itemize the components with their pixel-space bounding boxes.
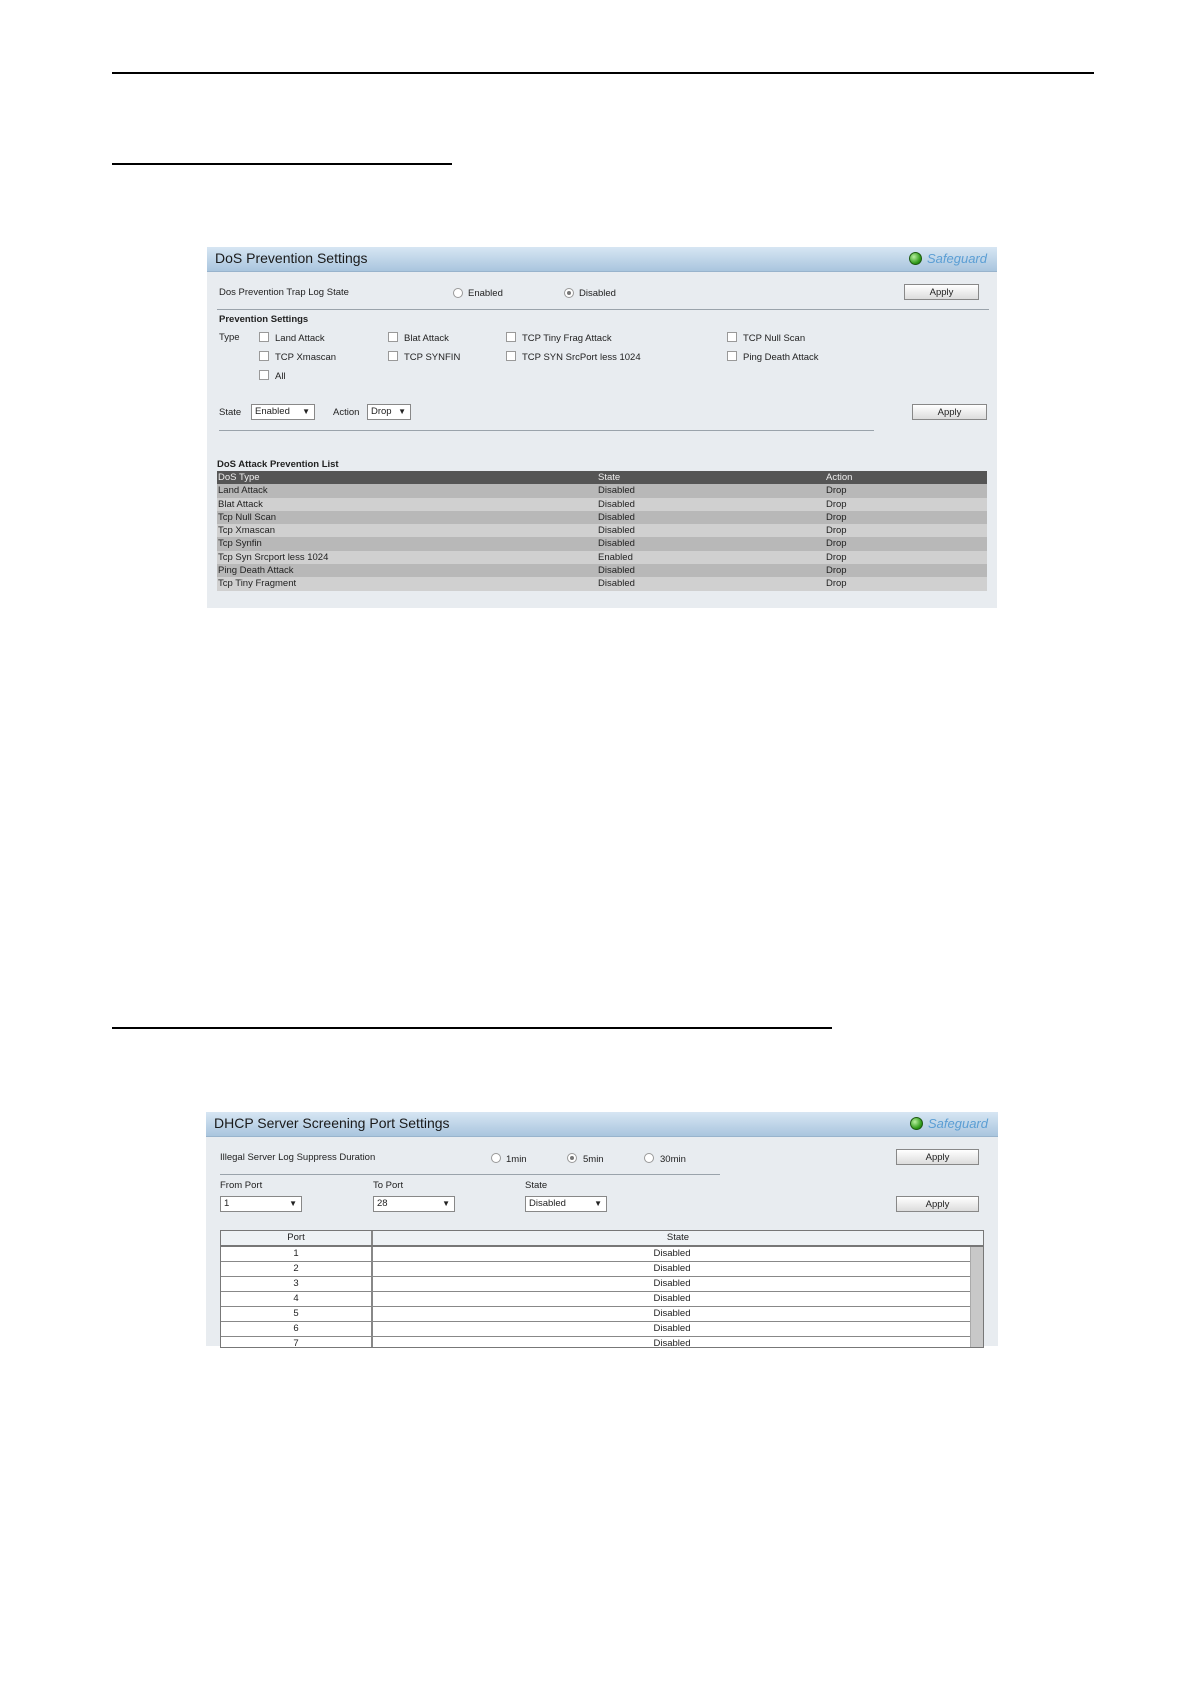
suppress-duration-label: Illegal Server Log Suppress Duration [220, 1152, 376, 1163]
state-select-value: Disabled [529, 1198, 566, 1209]
row-action: Drop [826, 538, 847, 550]
chevron-down-icon: ▼ [289, 1199, 297, 1208]
row-type: Land Attack [218, 485, 268, 497]
header-dos-type: DoS Type [218, 472, 260, 483]
trap-enabled-label: Enabled [468, 288, 503, 299]
state-select-value: Enabled [255, 406, 290, 417]
prevention-settings-heading: Prevention Settings [219, 314, 309, 325]
state-label: State [219, 407, 242, 418]
chevron-down-icon: ▼ [594, 1199, 602, 1208]
panel-header [206, 1112, 998, 1137]
panel-title: DHCP Server Screening Port Settings [214, 1115, 450, 1131]
chevron-down-icon: ▼ [442, 1199, 450, 1208]
ping-death-checkbox[interactable] [727, 351, 737, 361]
action-select-value: Drop [371, 406, 392, 417]
row-state: Disabled [598, 565, 635, 577]
row-type: Blat Attack [218, 498, 263, 510]
trap-enabled-radio[interactable] [453, 288, 463, 298]
trap-disabled-label: Disabled [579, 288, 616, 299]
list-row [217, 511, 987, 524]
type-label-blat-attack: Blat Attack [404, 333, 449, 344]
from-port-value: 1 [224, 1198, 230, 1209]
to-port-select[interactable] [373, 1196, 455, 1212]
table-row [221, 1322, 971, 1337]
land-attack-checkbox[interactable] [259, 332, 269, 342]
row-state: Disabled [653, 1308, 691, 1319]
port-state-table [220, 1230, 984, 1348]
list-header-row [217, 471, 987, 484]
list-row [217, 484, 987, 497]
row-port: 5 [221, 1307, 373, 1321]
safeguard-status-icon [910, 1117, 923, 1130]
safeguard-badge [909, 251, 987, 266]
trap-apply-button[interactable]: Apply [904, 284, 979, 300]
state-select[interactable] [525, 1196, 607, 1212]
table-row [221, 1262, 971, 1277]
list-row [217, 498, 987, 511]
tcp-syn-srcport-checkbox[interactable] [506, 351, 516, 361]
panel-header [207, 247, 997, 272]
row-state: Disabled [653, 1248, 691, 1259]
row-state: Disabled [653, 1323, 691, 1334]
row-action: Drop [826, 525, 847, 537]
action-label: Action [333, 407, 360, 418]
tcp-xmascan-checkbox[interactable] [259, 351, 269, 361]
panel-title: DoS Prevention Settings [215, 250, 368, 266]
type-label-all: All [275, 371, 286, 382]
header-port: Port [221, 1231, 373, 1245]
row-port: 3 [221, 1277, 373, 1291]
page-top-rule [112, 72, 1094, 74]
list-row [217, 564, 987, 577]
row-type: Tcp Null Scan [218, 511, 277, 523]
list-row [217, 537, 987, 550]
section-heading-rule [112, 163, 452, 165]
suppress-30min-label: 30min [660, 1154, 686, 1165]
trap-log-state-label: Dos Prevention Trap Log State [219, 287, 349, 298]
row-action: Drop [826, 498, 847, 510]
row-state: Disabled [653, 1278, 691, 1289]
chevron-down-icon: ▼ [398, 407, 406, 416]
row-type: Ping Death Attack [218, 565, 294, 577]
row-state: Disabled [598, 498, 635, 510]
header-action: Action [826, 472, 853, 483]
table-row [221, 1247, 971, 1262]
state-select[interactable] [251, 404, 315, 420]
header-state: State [598, 472, 621, 483]
to-port-value: 28 [377, 1198, 388, 1209]
suppress-30min-radio[interactable] [644, 1153, 654, 1163]
row-state: Disabled [598, 511, 635, 523]
row-port: 6 [221, 1322, 373, 1336]
table-scrollbar[interactable] [970, 1247, 983, 1347]
type-label-tcp-syn-srcport: TCP SYN SrcPort less 1024 [522, 352, 641, 363]
divider [219, 430, 874, 431]
type-label-tcp-null-scan: TCP Null Scan [743, 333, 806, 344]
row-type: Tcp Synfin [218, 538, 262, 550]
tcp-null-scan-checkbox[interactable] [727, 332, 737, 342]
all-checkbox[interactable] [259, 370, 269, 380]
safeguard-status-icon [909, 252, 922, 265]
row-port: 7 [221, 1337, 373, 1348]
type-label-tcp-xmascan: TCP Xmascan [275, 352, 337, 363]
row-type: Tcp Xmascan [218, 525, 276, 537]
type-label-tcp-tiny-frag: TCP Tiny Frag Attack [522, 333, 612, 344]
dos-prevention-panel [207, 247, 997, 608]
safeguard-badge [910, 1116, 988, 1131]
row-action: Drop [826, 551, 847, 563]
row-state: Disabled [598, 578, 635, 590]
list-row [217, 551, 987, 564]
suppress-apply-button[interactable]: Apply [896, 1149, 979, 1165]
dhcp-screening-panel [206, 1112, 998, 1346]
tcp-tiny-frag-checkbox[interactable] [506, 332, 516, 342]
row-state: Disabled [653, 1293, 691, 1304]
suppress-1min-radio[interactable] [491, 1153, 501, 1163]
table-row [221, 1337, 971, 1348]
row-state: Disabled [653, 1263, 691, 1274]
chevron-down-icon: ▼ [302, 407, 310, 416]
settings-apply-button[interactable]: Apply [912, 404, 987, 420]
row-state: Disabled [653, 1338, 691, 1348]
type-label-land-attack: Land Attack [275, 333, 325, 344]
row-type: Tcp Tiny Fragment [218, 578, 297, 590]
safeguard-label: Safeguard [927, 251, 987, 266]
row-state: Disabled [598, 538, 635, 550]
section-heading-rule [112, 1027, 832, 1029]
tcp-synfin-checkbox[interactable] [388, 351, 398, 361]
row-type: Tcp Syn Srcport less 1024 [218, 551, 329, 563]
from-port-select[interactable] [220, 1196, 302, 1212]
row-action: Drop [826, 565, 847, 577]
header-state: State [666, 1232, 690, 1243]
from-port-label: From Port [220, 1180, 263, 1191]
divider [217, 309, 989, 310]
suppress-1min-label: 1min [506, 1154, 527, 1165]
row-action: Drop [826, 578, 847, 590]
type-label-ping-death: Ping Death Attack [743, 352, 819, 363]
row-port: 2 [221, 1262, 373, 1276]
list-title: DoS Attack Prevention List [217, 459, 339, 470]
suppress-5min-label: 5min [583, 1154, 604, 1165]
row-state: Enabled [598, 551, 633, 563]
to-port-label: To Port [373, 1180, 404, 1191]
row-state: Disabled [598, 525, 635, 537]
list-row [217, 577, 987, 590]
blat-attack-checkbox[interactable] [388, 332, 398, 342]
port-apply-button[interactable]: Apply [896, 1196, 979, 1212]
safeguard-label: Safeguard [928, 1116, 988, 1131]
divider [220, 1174, 720, 1175]
action-select[interactable] [367, 404, 411, 420]
list-row [217, 524, 987, 537]
table-row [221, 1277, 971, 1292]
suppress-5min-radio[interactable] [567, 1153, 577, 1163]
table-header-row [221, 1231, 983, 1247]
row-action: Drop [826, 485, 847, 497]
row-state: Disabled [598, 485, 635, 497]
table-row [221, 1292, 971, 1307]
type-label-tcp-synfin: TCP SYNFIN [404, 352, 461, 363]
row-action: Drop [826, 511, 847, 523]
row-port: 1 [221, 1247, 373, 1261]
dos-attack-prevention-list [217, 471, 987, 591]
table-row [221, 1307, 971, 1322]
state-label: State [525, 1180, 548, 1191]
type-label: Type [219, 332, 240, 343]
trap-disabled-radio[interactable] [564, 288, 574, 298]
row-port: 4 [221, 1292, 373, 1306]
